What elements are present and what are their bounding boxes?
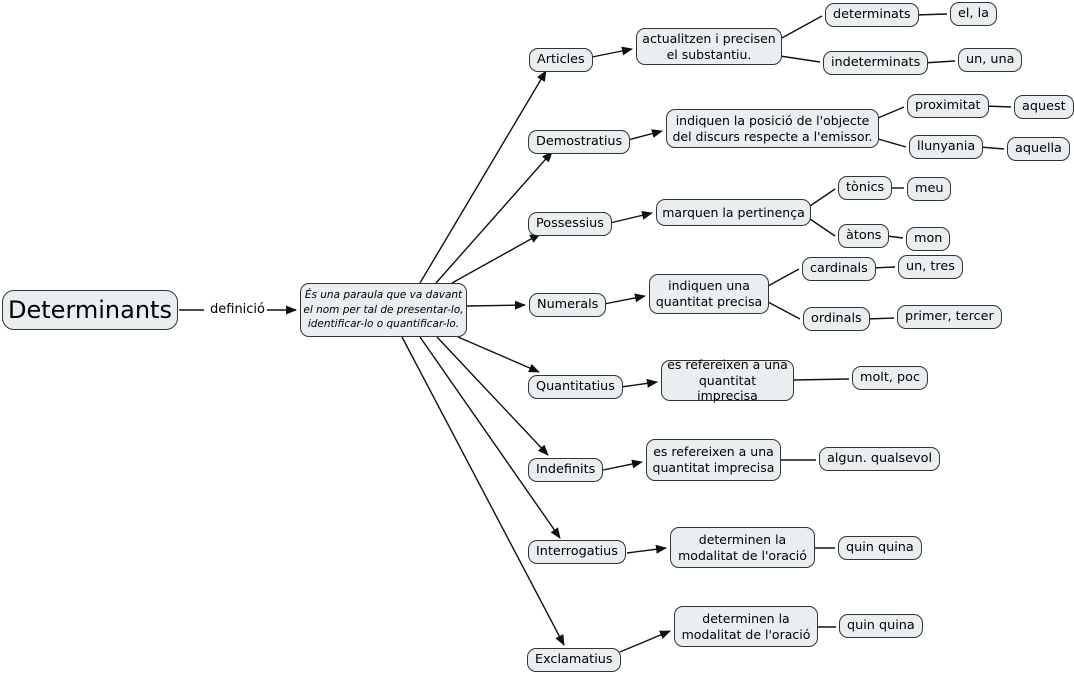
concept-root[interactable]: Determinants: [2, 290, 178, 330]
description-indefinits[interactable]: es refereixen a una quantitat imprecisa: [646, 439, 781, 481]
definition-line: identificar-lo o quantificar-lo.: [307, 318, 460, 331]
concept-possessius[interactable]: Possessius: [528, 212, 612, 236]
subtype-indeterminats[interactable]: indeterminats: [823, 51, 928, 75]
concept-interrogatius[interactable]: Interrogatius: [528, 540, 626, 564]
examples-primer-tercer[interactable]: primer, tercer: [897, 305, 1002, 329]
subtype-determinats[interactable]: determinats: [825, 3, 919, 27]
link-label-definicio[interactable]: definició: [210, 302, 266, 317]
examples-el-la[interactable]: el, la: [950, 2, 997, 26]
description-numerals[interactable]: indiquen una quantitat precisa: [649, 274, 769, 314]
examples-algun-qualsevol[interactable]: algun. qualsevol: [819, 447, 940, 471]
subtype-llunyania[interactable]: llunyania: [909, 135, 983, 159]
subtype-atons[interactable]: àtons: [838, 224, 889, 248]
description-quantitatius[interactable]: es refereixen a una quantitat imprecisa: [661, 360, 794, 401]
description-articles[interactable]: actualitzen i precisen el substantiu.: [636, 28, 782, 65]
examples-meu[interactable]: meu: [907, 177, 951, 201]
examples-molt-poc[interactable]: molt, poc: [852, 366, 928, 390]
examples-quin-quina-exclamatius[interactable]: quin quina: [839, 614, 923, 638]
concept-definition[interactable]: [300, 283, 467, 337]
description-exclamatius[interactable]: determinen la modalitat de l'oració: [674, 606, 818, 647]
description-possessius[interactable]: marquen la pertinença: [656, 199, 811, 226]
examples-un-una[interactable]: un, una: [958, 48, 1022, 72]
examples-un-tres[interactable]: un, tres: [898, 255, 963, 279]
concept-quantitatius[interactable]: Quantitatius: [528, 375, 623, 399]
subtype-proximitat[interactable]: proximitat: [907, 94, 989, 118]
examples-aquest[interactable]: aquest: [1014, 95, 1074, 119]
description-demostratius[interactable]: indiquen la posició de l'objecte del discurs respecte a l'emissor.: [666, 109, 879, 148]
definition-line: És una paraula que va davant: [304, 289, 463, 302]
definition-line: el nom per tal de presentar-lo,: [303, 303, 464, 316]
concept-articles[interactable]: Articles: [529, 48, 593, 72]
examples-mon[interactable]: mon: [906, 227, 950, 251]
concept-demostratius[interactable]: Demostratius: [528, 130, 630, 154]
subtype-ordinals[interactable]: ordinals: [803, 307, 870, 331]
subtype-cardinals[interactable]: cardinals: [802, 257, 876, 281]
examples-aquella[interactable]: aquella: [1007, 137, 1070, 161]
concept-numerals[interactable]: Numerals: [529, 293, 606, 317]
description-interrogatius[interactable]: determinen la modalitat de l'oració: [670, 527, 815, 568]
concept-exclamatius[interactable]: Exclamatius: [527, 648, 621, 672]
subtype-tonics[interactable]: tònics: [838, 176, 892, 200]
concept-indefinits[interactable]: Indefinits: [528, 458, 603, 482]
examples-quin-quina-interrogatius[interactable]: quin quina: [838, 536, 922, 560]
